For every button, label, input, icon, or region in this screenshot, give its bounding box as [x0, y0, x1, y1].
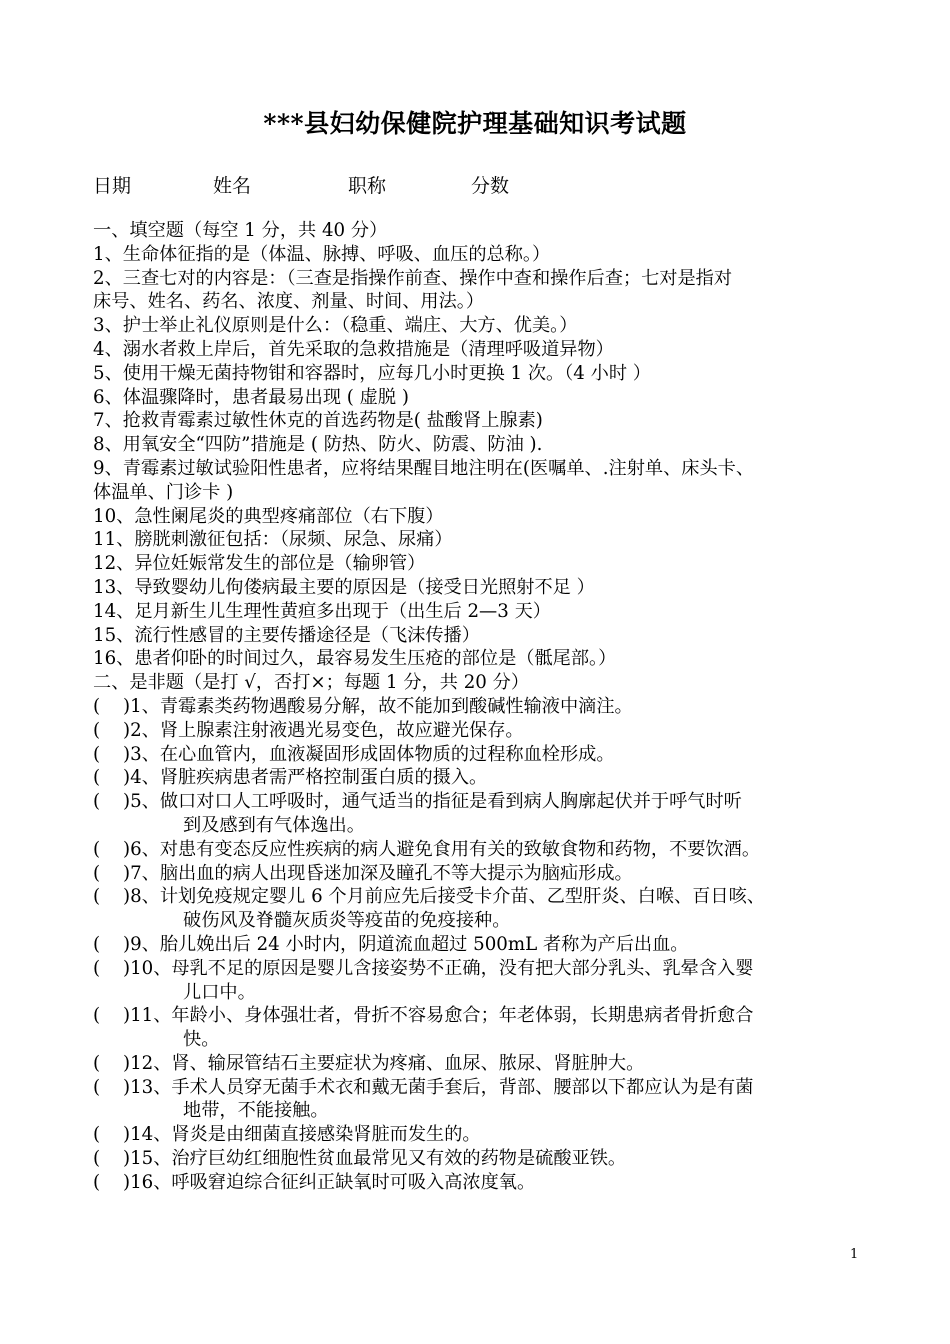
true-false-item: [93, 695, 873, 719]
score-label: 分数: [471, 175, 510, 197]
true-false-question-text: )10、母乳不足的原因是婴儿含接姿势不正确，没有把大部分乳头、乳晕含入婴: [123, 957, 754, 979]
true-false-item: [93, 838, 873, 862]
true-false-question-text: )2、肾上腺素注射液遇光易变色，故应避光保存。: [123, 719, 524, 741]
true-false-item: [93, 957, 873, 981]
fill-question-6: 6、体温骤降时，患者最易出现 ( 虚脱 ): [93, 386, 409, 408]
true-false-item: [93, 766, 873, 790]
section2-heading: 二、是非题（是打 √，否打×；每题 1 分，共 20 分）: [93, 672, 530, 694]
true-false-item: [93, 885, 873, 909]
fill-question-7: 7、抢救青霉素过敏性休克的首选药物是( 盐酸肾上腺素): [93, 410, 543, 432]
answer-blank[interactable]: (: [93, 767, 101, 789]
answer-blank[interactable]: (: [93, 886, 101, 908]
true-false-item: [93, 1004, 873, 1028]
true-false-question-text: )13、手术人员穿无菌手术衣和戴无菌手套后，背部、腰部以下都应认为是有菌: [123, 1076, 754, 1098]
true-false-question-text: )11、年龄小、身体强壮者，骨折不容易愈合；年老体弱，长期患病者骨折愈合: [123, 1005, 754, 1027]
fill-question-14: 14、足月新生儿生理性黄疸多出现于（出生后 2—3 天）: [93, 600, 551, 622]
answer-blank[interactable]: (: [93, 957, 101, 979]
true-false-list: [93, 695, 873, 1195]
name-label: 姓名: [213, 175, 252, 197]
fill-question-9: 9、青霉素过敏试验阳性患者，应将结果醒目地注明在(医嘱单、.注射单、床头卡、: [93, 457, 755, 479]
true-false-question-text: )5、做口对口人工呼吸时，通气适当的指征是看到病人胸廓起伏并于呼气时听: [123, 791, 742, 813]
exam-body: [93, 219, 873, 1195]
answer-blank[interactable]: (: [93, 1148, 101, 1170]
answer-blank[interactable]: (: [93, 719, 101, 741]
true-false-question-text: )8、计划免疫规定婴儿 6 个月前应先后接受卡介苗、乙型肝炎、白喉、百日咳、: [123, 886, 765, 908]
answer-blank[interactable]: (: [93, 743, 101, 765]
page-number: 1: [850, 1247, 859, 1262]
exam-title: ***县妇幼保健院护理基础知识考试题: [263, 109, 687, 138]
job-title-label: 职称: [348, 175, 387, 197]
true-false-question-continuation: 儿口中。: [183, 981, 256, 1003]
true-false-question-text: )7、脑出血的病人出现昏迷加深及瞳孔不等大提示为脑疝形成。: [123, 862, 633, 884]
true-false-item: [93, 1123, 873, 1147]
answer-blank[interactable]: (: [93, 1171, 101, 1193]
true-false-question-text: )4、肾脏疾病患者需严格控制蛋白质的摄入。: [123, 767, 488, 789]
true-false-item: [93, 743, 873, 767]
true-false-question-text: )15、治疗巨幼红细胞性贫血最常见又有效的药物是硫酸亚铁。: [123, 1148, 627, 1170]
fill-question-5: 5、使用干燥无菌持物钳和容器时，应每几小时更换 1 次。（4 小时 ）: [93, 362, 651, 384]
fill-question-8: 8、用氧安全“四防”措施是 ( 防热、防火、防震、防油 ).: [93, 434, 543, 456]
fill-question-12: 12、异位妊娠常发生的部位是（输卵管）: [93, 553, 426, 575]
true-false-item: [93, 719, 873, 743]
true-false-question-text: )12、肾、输尿管结石主要症状为疼痛、血尿、脓尿、肾脏肿大。: [123, 1052, 645, 1074]
fill-question-16: 16、患者仰卧的时间过久，最容易发生压疮的部位是（骶尾部。）: [93, 648, 617, 670]
true-false-question-text: )6、对患有变态反应性疾病的病人避免食用有关的致敏食物和药物，不要饮酒。: [123, 838, 761, 860]
fill-question-4: 4、溺水者救上岸后，首先采取的急救措施是（清理呼吸道异物）: [93, 338, 614, 360]
true-false-item: [93, 1147, 873, 1171]
fill-question-3: 3、护士举止礼仪原则是什么：（稳重、端庄、大方、优美。）: [93, 315, 578, 337]
true-false-question-continuation: 地带，不能接触。: [183, 1100, 329, 1122]
true-false-item: [93, 1076, 873, 1100]
section1-heading: 一、填空题（每空 1 分，共 40 分）: [93, 220, 388, 241]
true-false-question-text: )9、胎儿娩出后 24 小时内，阴道流血超过 500mL 者称为产后出血。: [123, 933, 689, 955]
answer-blank[interactable]: (: [93, 933, 101, 955]
fill-question-11: 11、膀胱刺激征包括：（尿频、尿急、尿痛）: [93, 529, 453, 551]
answer-blank[interactable]: (: [93, 1005, 101, 1027]
true-false-item: [93, 862, 873, 886]
answer-blank[interactable]: (: [93, 838, 101, 860]
fill-question-1: 1、生命体征指的是（体温、脉搏、呼吸、血压的总称。）: [93, 243, 551, 265]
true-false-item: [93, 1052, 873, 1076]
date-label: 日期: [93, 175, 132, 197]
fill-question-10: 10、急性阑尾炎的典型疼痛部位（右下腹）: [93, 505, 444, 527]
true-false-item: [93, 790, 873, 814]
answer-blank[interactable]: (: [93, 1052, 101, 1074]
true-false-question-continuation: 破伤风及脊髓灰质炎等疫苗的免疫接种。: [183, 910, 511, 932]
true-false-question-continuation: 到及感到有气体逸出。: [183, 814, 365, 836]
fill-question-2: 2、三查七对的内容是：（三查是指操作前查、操作中查和操作后查；七对是指对: [93, 267, 733, 289]
true-false-question-text: )1、青霉素类药物遇酸易分解，故不能加到酸碱性输液中滴注。: [123, 695, 633, 717]
true-false-question-continuation: 快。: [183, 1029, 220, 1051]
fill-question-13: 13、导致婴幼儿佝偻病最主要的原因是（接受日光照射不足 ）: [93, 576, 595, 598]
true-false-item: [93, 933, 873, 957]
true-false-question-text: )14、肾炎是由细菌直接感染肾脏而发生的。: [123, 1124, 481, 1146]
answer-blank[interactable]: (: [93, 1076, 101, 1098]
answer-blank[interactable]: (: [93, 1124, 101, 1146]
true-false-question-text: )16、呼吸窘迫综合征纠正缺氧时可吸入高浓度氧。: [123, 1171, 536, 1193]
fill-question-9-cont: 体温单、门诊卡 ): [93, 481, 234, 503]
true-false-question-text: )3、在心血管内，血液凝固形成固体物质的过程称血栓形成。: [123, 743, 615, 765]
answer-blank[interactable]: (: [93, 695, 101, 717]
answer-blank[interactable]: (: [93, 862, 101, 884]
fill-question-15: 15、流行性感冒的主要传播途径是（飞沫传播）: [93, 624, 480, 646]
fill-question-2-cont: 床号、姓名、药名、浓度、剂量、时间、用法。）: [93, 291, 485, 313]
answer-blank[interactable]: (: [93, 791, 101, 813]
true-false-item: [93, 1171, 873, 1195]
